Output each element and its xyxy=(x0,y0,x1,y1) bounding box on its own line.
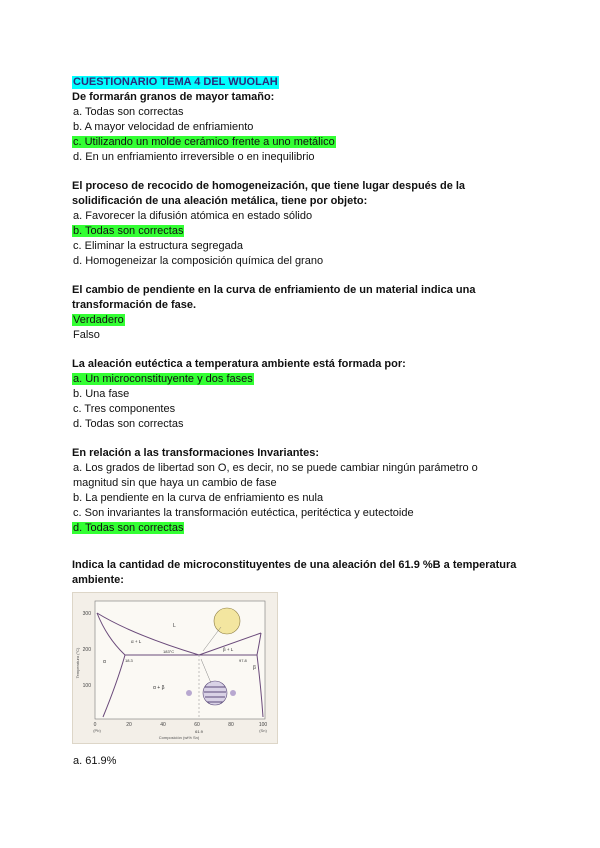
eutectic-microstructure-icon xyxy=(203,681,227,705)
x-tick: 60 xyxy=(194,722,200,728)
document-page xyxy=(72,72,532,769)
question-block-2 xyxy=(72,179,532,269)
x-tick: 100 xyxy=(258,722,268,728)
option-a: a. Todas son correctas xyxy=(73,106,184,118)
question-text-line2: ambiente: xyxy=(72,574,124,586)
region-label: L xyxy=(173,623,176,629)
beta-phase-icon xyxy=(230,690,236,696)
liquid-microstructure-icon xyxy=(214,608,240,634)
question-text-line1: El proceso de recocido de homogeneización, que tiene lugar después de la xyxy=(72,180,466,192)
question-block-1 xyxy=(72,90,532,165)
x-tick: 80 xyxy=(228,722,234,728)
document-title: CUESTIONARIO TEMA 4 DEL WUOLAH xyxy=(73,76,278,88)
option-true-correct: Verdadero xyxy=(73,314,124,326)
option-b-correct: b. Todas son correctas xyxy=(73,225,184,237)
region-label: β + L xyxy=(223,647,234,652)
option-d: d. Todas son correctas xyxy=(73,418,184,430)
question-block-3 xyxy=(72,283,532,343)
y-tick: 300 xyxy=(82,611,91,617)
option-a-correct: a. Un microconstituyente y dos fases xyxy=(73,373,253,385)
y-tick: 100 xyxy=(82,683,91,689)
x-axis-label: Composición (wt% Sn) xyxy=(158,735,200,740)
option-d: d. En un enfriamiento irreversible o en inequilibrio xyxy=(73,151,315,163)
question-block-4 xyxy=(72,357,532,432)
region-label: α + L xyxy=(131,639,142,644)
option-a-line2: magnitud sin que haya un cambio de fase xyxy=(73,477,277,489)
region-label: α xyxy=(103,659,106,665)
phase-diagram xyxy=(73,593,277,743)
alpha-phase-icon xyxy=(186,690,192,696)
question-text-line1: El cambio de pendiente en la curva de enfriamiento de un material indica una xyxy=(72,284,476,296)
eutectic-comp-label: 61.9 xyxy=(195,729,203,734)
option-a: a. 61.9% xyxy=(73,755,117,767)
option-b: b. Una fase xyxy=(73,388,130,400)
phase-diagram-figure xyxy=(72,592,278,744)
option-c-correct: c. Utilizando un molde cerámico frente a uno metálico xyxy=(73,136,335,148)
question-text-line2: transformación de fase. xyxy=(72,299,197,311)
left-point-label: 18.3 xyxy=(125,658,133,663)
question-text: La aleación eutéctica a temperatura ambiente está formada por: xyxy=(72,358,406,370)
option-c: c. Son invariantes la transformación eutéctica, peritéctica y eutectoide xyxy=(73,507,414,519)
option-a-line1: a. Los grados de libertad son O, es decir, no se puede cambiar ningún parámetro o xyxy=(73,462,478,474)
option-b: b. A mayor velocidad de enfriamiento xyxy=(73,121,254,133)
x-end-label: (Sn) xyxy=(259,728,267,733)
option-d: d. Homogeneizar la composición química del grano xyxy=(73,255,324,267)
x-tick: 20 xyxy=(126,722,132,728)
question-text: De formarán granos de mayor tamaño: xyxy=(72,91,275,103)
right-point-label: 97.8 xyxy=(239,658,247,663)
question-text: En relación a las transformaciones Invariantes: xyxy=(72,447,319,459)
option-a: a. Favorecer la difusión atómica en estado sólido xyxy=(73,210,313,222)
region-label: β xyxy=(253,665,256,671)
question-block-6 xyxy=(72,558,532,769)
question-block-5 xyxy=(72,446,532,536)
option-false: Falso xyxy=(73,329,100,341)
y-tick: 200 xyxy=(82,647,91,653)
question-text-line1: Indica la cantidad de microconstituyentes de una aleación del 61.9 %B a temperatura xyxy=(72,559,517,571)
eutectic-temp-label: 183°C xyxy=(163,649,175,654)
x-tick: 0 xyxy=(93,722,97,728)
option-b: b. La pendiente en la curva de enfriamiento es nula xyxy=(73,492,324,504)
region-label: α + β xyxy=(153,685,165,691)
option-c: c. Eliminar la estructura segregada xyxy=(73,240,243,252)
x-end-label: (Pb) xyxy=(93,728,101,733)
question-text-line2: solidificación de una aleación metálica, tiene por objeto: xyxy=(72,195,368,207)
option-c: c. Tres componentes xyxy=(73,403,176,415)
option-d-correct: d. Todas son correctas xyxy=(73,522,184,534)
x-tick: 40 xyxy=(160,722,166,728)
y-axis-label: Temperatura (°C) xyxy=(75,647,80,679)
